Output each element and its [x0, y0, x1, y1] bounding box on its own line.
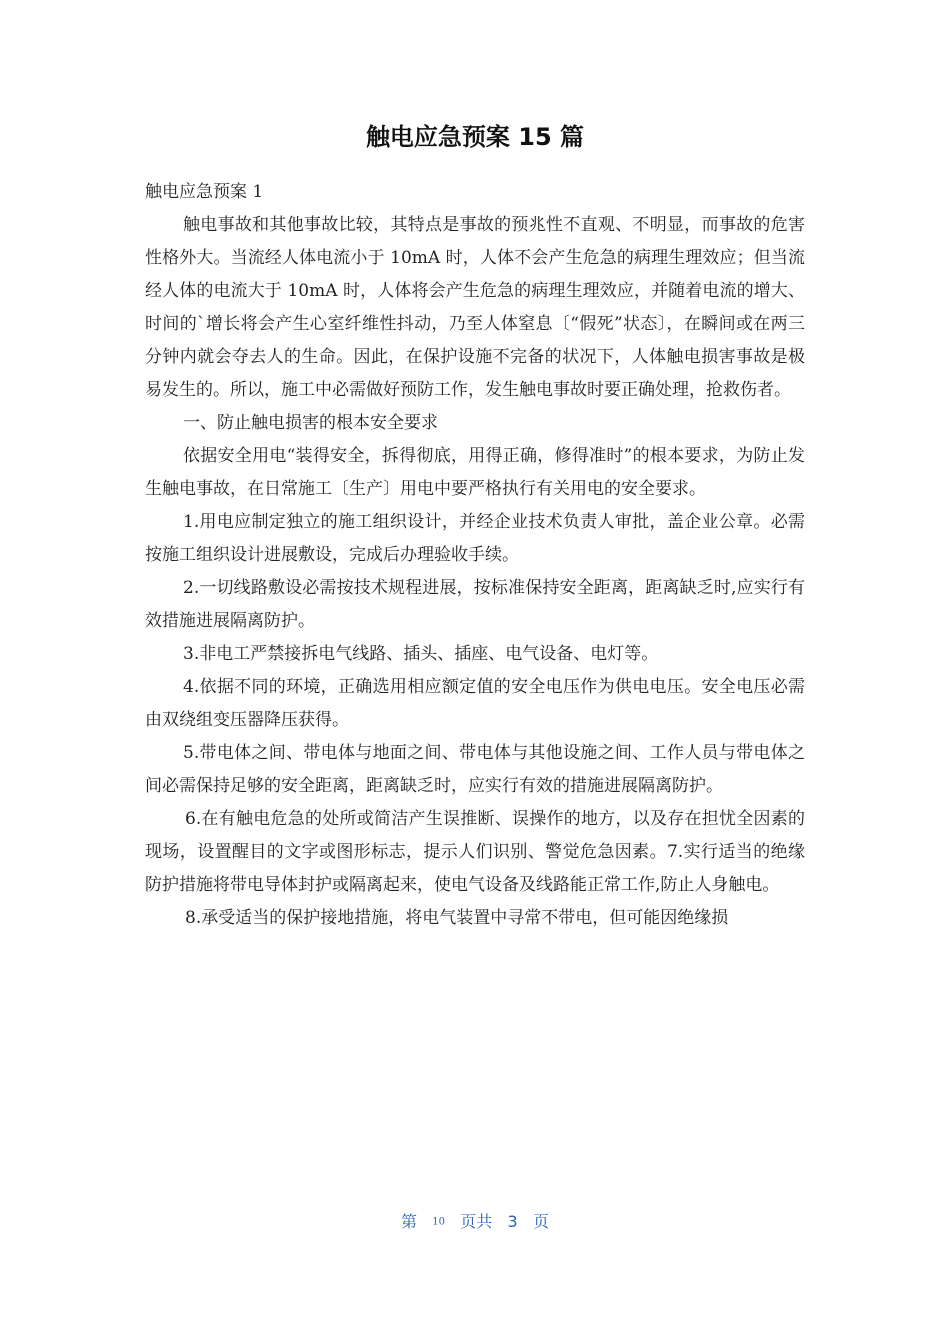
list-item-8: 8.承受适当的保护接地措施，将电气装置中寻常不带电，但可能因绝缘损	[185, 908, 729, 928]
paragraph-safety-principle: 依据安全用电“装得安全，拆得彻底，用得正确，修得准时”的根本要求，为防止发生触电事故，在日常施工〔生产〕用电中要严格执行有关用电的安全要求。	[145, 446, 805, 499]
section-heading: 触电应急预案 1	[145, 182, 264, 202]
list-item-5: 5.带电体之间、带电体与地面之间、带电体与其他设施之间、工作人员与带电体之间必需保持足够的安全距离，距离缺乏时，应实行有效的措施进展隔离防护。	[145, 743, 805, 796]
list-item-6-7: 6.在有触电危急的处所或简洁产生误推断、误操作的地方，以及存在担忧全因素的现场，设置醒目的文字或图形标志，提示人们识别、警觉危急因素。7.实行适当的绝缘防护措施将带电导体封护或隔离起来，使电气设备及线路能正常工作,防止人身触电。	[145, 809, 805, 895]
list-item-2: 2.一切线路敷设必需按技术规程进展，按标准保持安全距离，距离缺乏时,应实行有效措施进展隔离防护。	[145, 578, 805, 631]
footer-total-pages: 3	[507, 1212, 518, 1231]
list-item-4: 4.依据不同的环境，正确选用相应额定值的安全电压作为供电电压。安全电压必需由双绕组变压器降压获得。	[145, 677, 805, 730]
document-title: 触电应急预案 15 篇	[365, 123, 585, 151]
footer-prefix: 第	[400, 1212, 417, 1231]
document-body	[145, 176, 805, 935]
footer-suffix: 页	[533, 1212, 550, 1231]
list-item-3: 3.非电工严禁接拆电气线路、插头、插座、电气设备、电灯等。	[183, 644, 659, 664]
page-footer	[0, 1210, 950, 1235]
footer-page-number: 10	[432, 1216, 445, 1228]
footer-middle: 页共	[460, 1212, 493, 1231]
paragraph-intro: 触电事故和其他事故比较，其特点是事故的预兆性不直观、不明显，而事故的危害性格外大。当流经人体电流小于 10mA 时，人体不会产生危急的病理生理效应；但当流经人体的电流大于 10mA 时，人体将会产生危急的病理生理效应，并随着电流的增大、时间的`增长将会产生心室纤维性抖动，乃至人体窒息〔“假死”状态〕，在瞬间或在两三分钟内就会夺去人的生命。因此，在保护设施不完备的状况下，人体触电损害事故是极易发生的。所以，施工中必需做好预防工作，发生触电事故时要正确处理，抢救伤者。	[145, 215, 805, 400]
subheading-safety-requirements: 一、防止触电损害的根本安全要求	[183, 413, 438, 433]
list-item-1: 1.用电应制定独立的施工组织设计，并经企业技术负责人审批，盖企业公章。必需按施工组织设计进展敷设，完成后办理验收手续。	[145, 512, 805, 565]
